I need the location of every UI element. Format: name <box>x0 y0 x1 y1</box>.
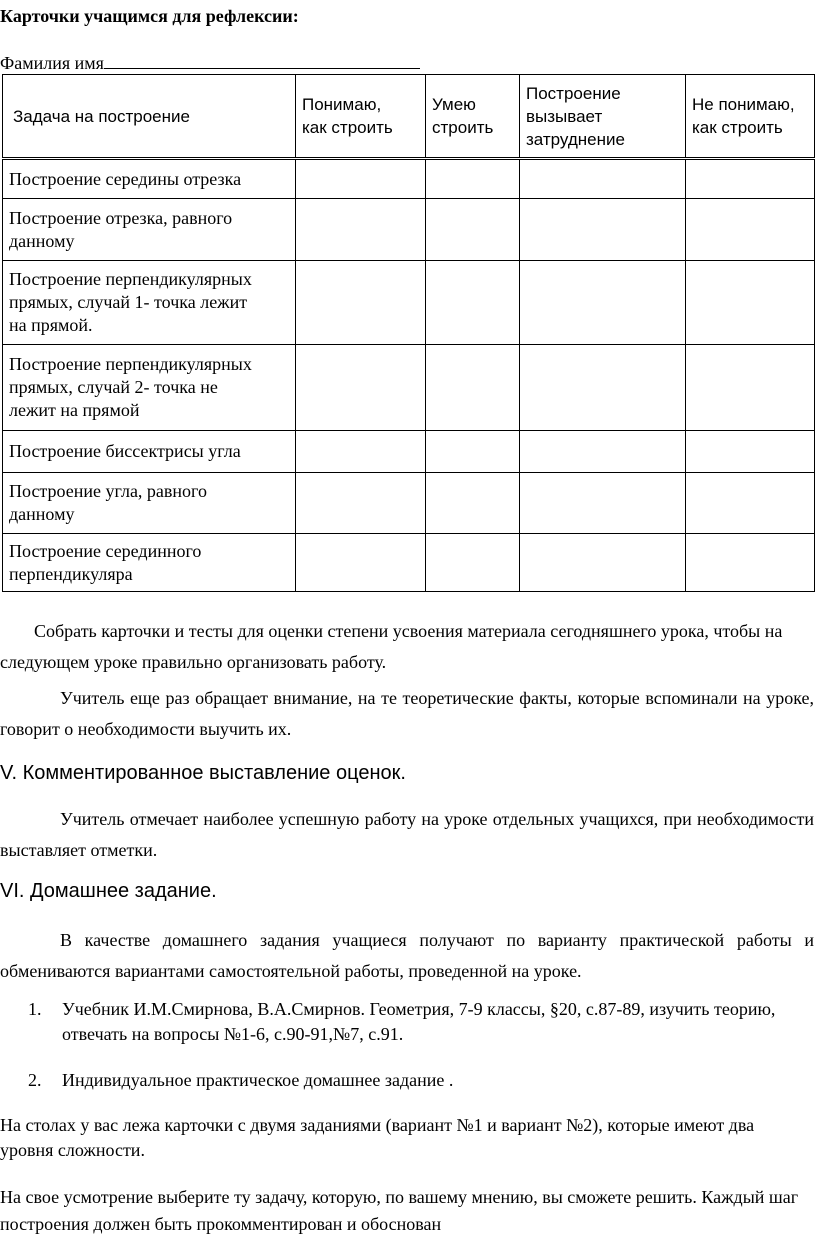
mark-cell[interactable] <box>426 431 520 473</box>
mark-cell[interactable] <box>296 534 426 592</box>
name-label: Фамилия имя <box>0 53 104 73</box>
name-blank-line <box>104 50 420 69</box>
mark-cell[interactable] <box>426 199 520 261</box>
paragraph-cards-on-tables: На столах у вас лежа карточки с двумя заданиями (вариант №1 и вариант №2), которые имеют два уровня сложности. <box>0 1115 755 1160</box>
list-text: Учебник И.М.Смирнова, В.А.Смирнов. Геометрия, 7-9 классы, §20, с.87-89, изучить теорию, отвечать на вопросы №1-6, с.90-91,№7, с.91. <box>62 999 776 1044</box>
card-title: Карточки учащимся для рефлексии: <box>0 6 299 26</box>
list-number: 2. <box>28 1070 42 1090</box>
paragraph-teacher-marks: Учитель отмечает наиболее успешную работу на уроке отдельных учащихся, при необходимости выставляет отметки. <box>0 809 814 860</box>
table-row <box>3 159 815 199</box>
table-row <box>3 199 815 261</box>
table-row <box>3 534 815 592</box>
task-cell: Построение перпендикулярных прямых, случай 2- точка не лежит на прямой <box>3 345 296 431</box>
mark-cell[interactable] <box>686 345 815 431</box>
mark-cell[interactable] <box>296 159 426 199</box>
header-understand: Понимаю, как строить <box>296 75 426 159</box>
paragraph-choose-task: На свое усмотрение выберите ту задачу, которую, по вашему мнению, вы сможете решить. Каждый шаг построения должен быть прокомментирован и обоснован <box>0 1187 799 1234</box>
mark-cell[interactable] <box>686 473 815 534</box>
list-number: 1. <box>28 999 42 1019</box>
mark-cell[interactable] <box>426 473 520 534</box>
table-row <box>3 345 815 431</box>
mark-cell[interactable] <box>520 473 686 534</box>
list-text: Индивидуальное практическое домашнее задание . <box>62 1070 454 1090</box>
mark-cell[interactable] <box>520 345 686 431</box>
mark-cell[interactable] <box>296 199 426 261</box>
section-heading-homework: VI. Домашнее задание. <box>0 880 217 902</box>
paragraph-homework-desc: В качестве домашнего задания учащиеся получают по варианту практической работы и обмениваются вариантами самостоятельной работы, проведенной на уроке. <box>0 930 814 981</box>
mark-cell[interactable] <box>296 345 426 431</box>
header-difficulty: Построение вызывает затруднение <box>520 75 686 159</box>
mark-cell[interactable] <box>520 431 686 473</box>
mark-cell[interactable] <box>296 431 426 473</box>
mark-cell[interactable] <box>686 199 815 261</box>
task-cell: Построение середины отрезка <box>3 159 296 199</box>
mark-cell[interactable] <box>426 345 520 431</box>
paragraph-teacher-attention: Учитель еще раз обращает внимание, на те теоретические факты, которые вспоминали на уроке, говорит о необходимости выучить их. <box>0 688 814 739</box>
mark-cell[interactable] <box>296 473 426 534</box>
reflection-table <box>2 74 815 592</box>
task-cell: Построение угла, равного данному <box>3 473 296 534</box>
table-row <box>3 431 815 473</box>
header-task: Задача на построение <box>3 75 296 159</box>
task-cell: Построение биссектрисы угла <box>3 431 296 473</box>
mark-cell[interactable] <box>686 261 815 345</box>
paragraph-collect-cards: Собрать карточки и тесты для оценки степени усвоения материала сегодняшнего урока, чтобы на следующем уроке правильно организовать работу. <box>0 621 783 672</box>
name-field <box>0 50 420 74</box>
header-can: Умею строить <box>426 75 520 159</box>
mark-cell[interactable] <box>520 199 686 261</box>
task-cell: Построение серединного перпендикуляра <box>3 534 296 592</box>
header-not-understand: Не понимаю, как строить <box>686 75 815 159</box>
table-row <box>3 473 815 534</box>
table-row <box>3 261 815 345</box>
mark-cell[interactable] <box>520 534 686 592</box>
mark-cell[interactable] <box>686 431 815 473</box>
mark-cell[interactable] <box>426 159 520 199</box>
mark-cell[interactable] <box>426 534 520 592</box>
table-header-row <box>3 75 815 159</box>
mark-cell[interactable] <box>686 534 815 592</box>
mark-cell[interactable] <box>520 261 686 345</box>
mark-cell[interactable] <box>520 159 686 199</box>
mark-cell[interactable] <box>686 159 815 199</box>
task-cell: Построение отрезка, равного данному <box>3 199 296 261</box>
mark-cell[interactable] <box>426 261 520 345</box>
mark-cell[interactable] <box>296 261 426 345</box>
section-heading-grades: V. Комментированное выставление оценок. <box>0 762 406 784</box>
task-cell: Построение перпендикулярных прямых, случай 1- точка лежит на прямой. <box>3 261 296 345</box>
